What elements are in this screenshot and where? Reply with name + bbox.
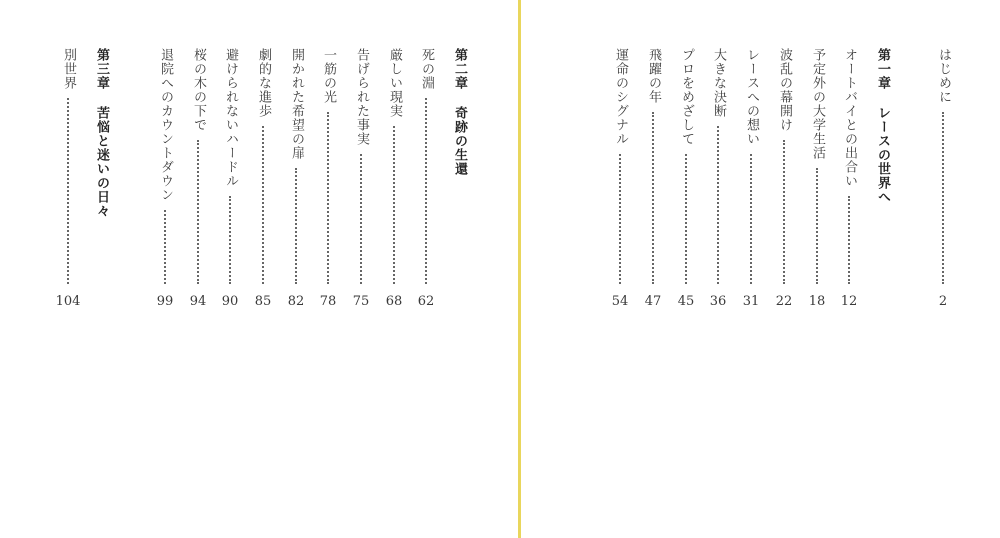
dot-leader xyxy=(393,126,395,284)
dot-leader xyxy=(783,140,785,284)
toc-entry-page: 99 xyxy=(156,294,174,309)
toc-entry-title: 告げられた事実 xyxy=(354,48,369,146)
toc-entry-title: 桜の木の下で xyxy=(191,48,206,132)
toc-entry[interactable] xyxy=(773,48,795,310)
dot-leader xyxy=(619,154,621,284)
toc-entry-title: 厳しい現実 xyxy=(387,48,402,118)
toc-entry[interactable] xyxy=(285,48,307,310)
toc-entry-page: 31 xyxy=(742,294,760,309)
chapter-3-heading xyxy=(90,48,112,310)
dot-leader xyxy=(229,196,231,284)
toc-entry-title: はじめに xyxy=(936,48,951,104)
page-gutter xyxy=(518,0,521,538)
toc-entry-page: 22 xyxy=(775,294,793,309)
toc-entry-title: 死の淵 xyxy=(419,48,434,90)
toc-entry[interactable] xyxy=(838,48,860,310)
dot-leader xyxy=(685,154,687,284)
toc-entry-page: 78 xyxy=(319,294,337,309)
chapter-label: 第三章 xyxy=(94,48,109,90)
toc-entry-page: 104 xyxy=(55,294,81,309)
toc-entry-page: 68 xyxy=(385,294,403,309)
toc-entry[interactable] xyxy=(187,48,209,310)
chapter-title: 苦悩と迷いの日々 xyxy=(94,106,109,218)
toc-entry-title: 飛躍の年 xyxy=(646,48,661,104)
toc-entry-title: 劇的な進歩 xyxy=(256,48,271,118)
dot-leader xyxy=(164,210,166,284)
toc-entry-page: 12 xyxy=(840,294,858,309)
dot-leader xyxy=(425,98,427,284)
toc-entry[interactable] xyxy=(609,48,631,310)
toc-entry-title: 波乱の幕開け xyxy=(777,48,792,132)
toc-entry-title: 避けられないハードル xyxy=(223,48,238,188)
dot-leader xyxy=(942,112,944,284)
toc-entry-title: 別世界 xyxy=(61,48,76,90)
toc-entry-page: 75 xyxy=(352,294,370,309)
toc-entry-title: オートバイとの出合い xyxy=(842,48,857,188)
toc-entry-title: 予定外の大学生活 xyxy=(810,48,825,160)
toc-entry-title: 運命のシグナル xyxy=(613,48,628,146)
dot-leader xyxy=(717,126,719,284)
dot-leader xyxy=(652,112,654,284)
toc-entry[interactable] xyxy=(642,48,664,310)
toc-entry[interactable] xyxy=(350,48,372,310)
toc-entry-title: プロをめざして xyxy=(679,48,694,146)
toc-entry-page: 82 xyxy=(287,294,305,309)
chapter-label: 第二章 xyxy=(452,48,467,90)
chapter-title: 奇跡の生還 xyxy=(452,106,467,176)
toc-entry-page: 45 xyxy=(677,294,695,309)
dot-leader xyxy=(360,154,362,284)
toc-entry[interactable] xyxy=(740,48,762,310)
toc-entry-page: 2 xyxy=(938,294,948,309)
toc-entry-intro[interactable] xyxy=(932,48,954,310)
chapter-title: レースの世界へ xyxy=(875,106,890,204)
toc-entry[interactable] xyxy=(806,48,828,310)
toc-entry-page: 90 xyxy=(221,294,239,309)
toc-entry[interactable] xyxy=(154,48,176,310)
toc-entry-title: 退院へのカウントダウン xyxy=(158,48,173,202)
dot-leader xyxy=(816,168,818,284)
dot-leader xyxy=(67,98,69,284)
dot-leader xyxy=(750,154,752,284)
toc-entry-title: 一筋の光 xyxy=(321,48,336,104)
toc-entry[interactable] xyxy=(383,48,405,310)
chapter-label: 第一章 xyxy=(875,48,890,90)
toc-entry[interactable] xyxy=(317,48,339,310)
toc-entry-page: 54 xyxy=(611,294,629,309)
toc-entry-page: 85 xyxy=(254,294,272,309)
toc-entry[interactable] xyxy=(252,48,274,310)
dot-leader xyxy=(327,112,329,284)
chapter-1-heading xyxy=(871,48,893,310)
toc-entry-page: 47 xyxy=(644,294,662,309)
toc-entry-page: 94 xyxy=(189,294,207,309)
dot-leader xyxy=(295,168,297,284)
toc-entry-title: 開かれた希望の扉 xyxy=(289,48,304,160)
toc-entry-page: 18 xyxy=(808,294,826,309)
chapter-2-heading xyxy=(448,48,470,310)
toc-entry-title: 大きな決断 xyxy=(711,48,726,118)
dot-leader xyxy=(262,126,264,284)
toc-entry[interactable] xyxy=(707,48,729,310)
toc-entry[interactable] xyxy=(57,48,79,310)
toc-entry[interactable] xyxy=(219,48,241,310)
toc-entry-page: 62 xyxy=(417,294,435,309)
toc-entry-page: 36 xyxy=(709,294,727,309)
dot-leader xyxy=(197,140,199,284)
toc-entry-title: レースへの想い xyxy=(744,48,759,146)
toc-entry[interactable] xyxy=(675,48,697,310)
dot-leader xyxy=(848,196,850,284)
toc-entry[interactable] xyxy=(415,48,437,310)
